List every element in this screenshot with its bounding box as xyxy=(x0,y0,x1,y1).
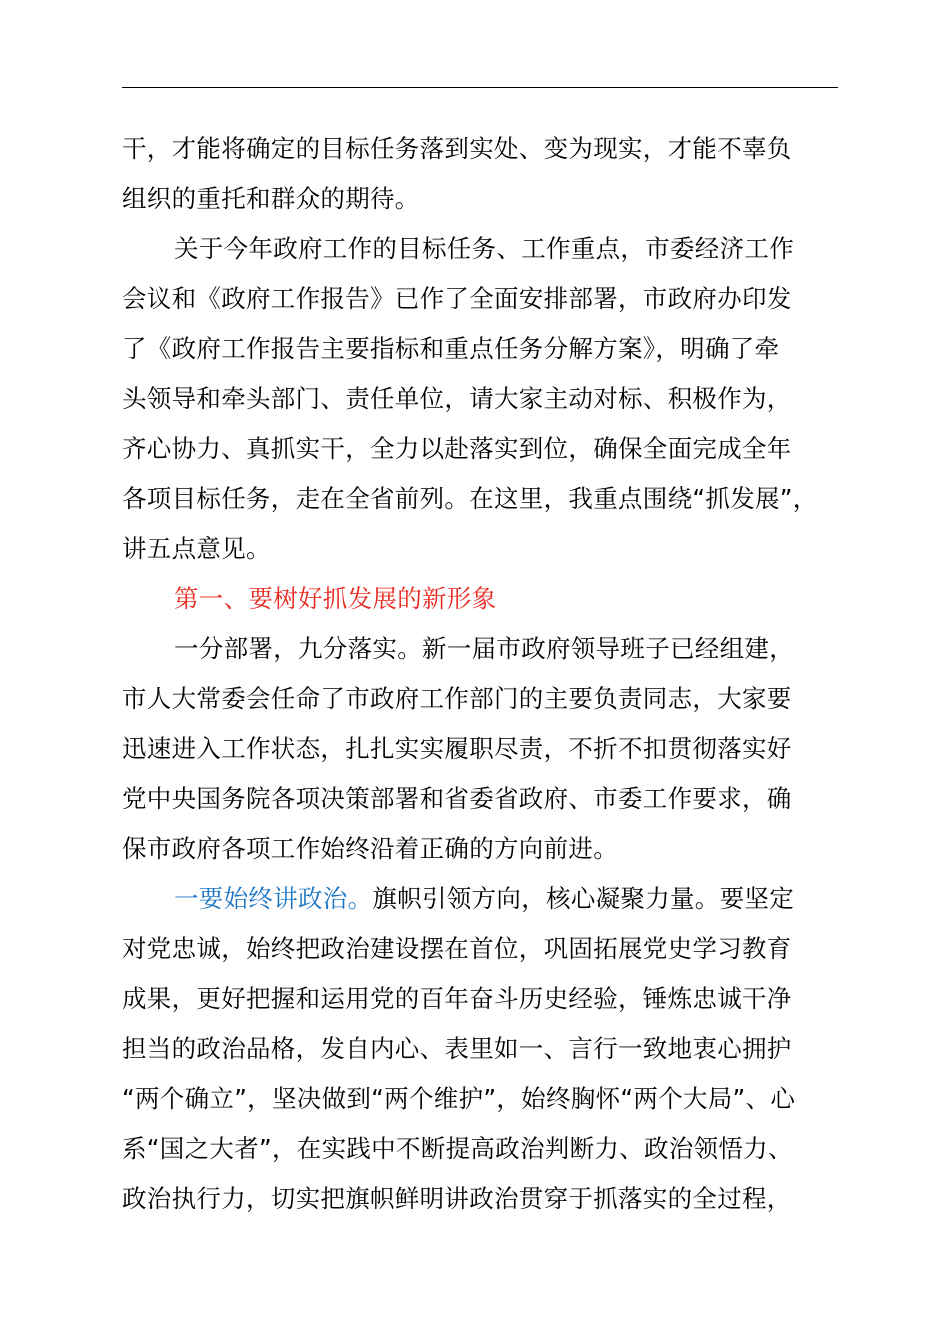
header-rule xyxy=(122,87,838,88)
paragraph-line: 市人大常委会任命了市政府工作部门的主要负责同志，大家要 xyxy=(122,684,792,713)
paragraph-line: 会议和《政府工作报告》已作了全面安排部署，市政府办印发 xyxy=(122,284,792,313)
paragraph-line: 党中央国务院各项决策部署和省委省政府、市委工作要求，确 xyxy=(122,784,792,813)
section-heading: 第一、要树好抓发展的新形象 xyxy=(174,584,497,613)
paragraph-line: 政治执行力，切实把旗帜鲜明讲政治贯穿于抓落实的全过程， xyxy=(122,1184,792,1213)
paragraph-line: 了《政府工作报告主要指标和重点任务分解方案》，明确了牵 xyxy=(122,334,780,363)
paragraph-line: 关于今年政府工作的目标任务、工作重点，市委经济工作 xyxy=(174,234,794,263)
paragraph-line: 系“国之大者”，在实践中不断提高政治判断力、政治领悟力、 xyxy=(122,1134,793,1163)
paragraph-line: 各项目标任务，走在全省前列。在这里，我重点围绕“抓发展”， xyxy=(122,484,818,513)
paragraph-line: 讲五点意见。 xyxy=(122,534,271,563)
paragraph-line: 迅速进入工作状态，扎扎实实履职尽责，不折不扣贯彻落实好 xyxy=(122,734,792,763)
paragraph-line: 干，才能将确定的目标任务落到实处、变为现实，才能不辜负 xyxy=(122,134,792,163)
paragraph-line: “两个确立”，坚决做到“两个维护”，始终胸怀“两个大局”、心 xyxy=(122,1084,796,1113)
paragraph-line: 成果，更好把握和运用党的百年奋斗历史经验，锤炼忠诚干净 xyxy=(122,984,792,1013)
paragraph-line: 齐心协力、真抓实干，全力以赴落实到位，确保全面完成全年 xyxy=(122,434,792,463)
paragraph-line: 保市政府各项工作始终沿着正确的方向前进。 xyxy=(122,834,618,863)
paragraph-line: 头领导和牵头部门、责任单位，请大家主动对标、积极作为， xyxy=(122,384,792,413)
paragraph-line: 对党忠诚，始终把政治建设摆在首位，巩固拓展党史学习教育 xyxy=(122,934,792,963)
subheading-rest: 旗帜引领方向，核心凝聚力量。要坚定 xyxy=(372,884,795,913)
paragraph-line: 一分部署，九分落实。新一届市政府领导班子已经组建， xyxy=(174,634,794,663)
paragraph-line: 组织的重托和群众的期待。 xyxy=(122,184,420,213)
body-text xyxy=(122,124,862,1224)
paragraph-line: 担当的政治品格，发自内心、表里如一、言行一致地衷心拥护 xyxy=(122,1034,792,1063)
subheading-line xyxy=(122,874,862,924)
subheading: 一要始终讲政治。 xyxy=(174,884,373,913)
